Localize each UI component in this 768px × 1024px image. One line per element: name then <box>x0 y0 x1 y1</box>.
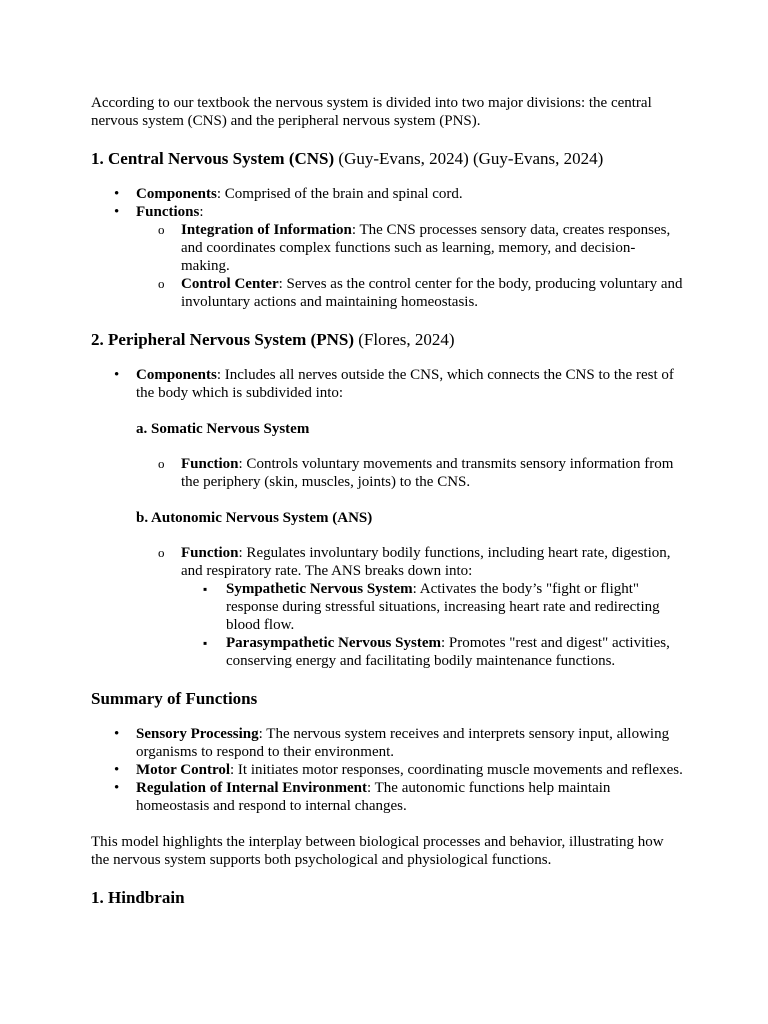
ans-branch-label: Sympathetic Nervous System <box>226 581 413 597</box>
list-item <box>136 455 683 491</box>
autonomic-function-label: Function <box>181 545 239 561</box>
pns-heading <box>91 330 683 350</box>
summary-item-label: Motor Control <box>136 762 231 778</box>
summary-item-text: : The autonomic functions help maintain homeostasis and respond to internal changes. <box>136 780 611 814</box>
cns-function-label: Integration of Information <box>181 222 352 238</box>
somatic-heading: a. Somatic Nervous System <box>136 421 310 437</box>
autonomic-function-text: : Regulates involuntary bodily functions, including heart rate, digestion, and respiratory rate. The ANS breaks down into: <box>181 545 671 579</box>
cns-components-text: : Comprised of the brain and spinal cord. <box>216 186 463 202</box>
somatic-function-label: Function <box>181 456 239 472</box>
summary-list <box>91 725 683 815</box>
ans-branches-list <box>181 580 683 670</box>
cns-function-text: : Serves as the control center for the body, producing voluntary and involuntary actions and maintaining homeostasis. <box>181 276 683 310</box>
list-item <box>181 580 683 634</box>
list-item <box>181 634 683 670</box>
somatic-list <box>136 455 683 491</box>
summary-item-text: : The nervous system receives and interprets sensory input, allowing organisms to respond to their environment. <box>136 726 670 760</box>
ans-branch-text: : Promotes "rest and digest" activities, conserving energy and facilitating bodily maintenance functions. <box>226 635 670 669</box>
ans-branch-text: : Activates the body’s "fight or flight" response during stressful situations, increasing heart rate and redirecting blood flow. <box>226 581 660 633</box>
cns-functions-suffix: : <box>199 204 204 220</box>
intro-paragraph: According to our textbook the nervous system is divided into two major divisions: the central nervous system (CNS) and the peripheral nervous system (PNS). <box>91 95 652 129</box>
list-item <box>91 725 683 761</box>
pns-citation: (Flores, 2024) <box>354 330 455 349</box>
list-item <box>91 366 683 402</box>
list-item <box>91 761 683 779</box>
list-item <box>136 221 683 275</box>
list-item <box>91 203 683 311</box>
cns-heading <box>91 149 683 169</box>
autonomic-heading: b. Autonomic Nervous System (ANS) <box>136 510 373 526</box>
summary-heading: Summary of Functions <box>91 689 258 708</box>
cns-list <box>91 185 683 311</box>
cns-function-text: : The CNS processes sensory data, creates responses, and coordinates complex functions such as learning, memory, and decision-making. <box>181 222 671 274</box>
list-item <box>91 779 683 815</box>
summary-item-text: : It initiates motor responses, coordinating muscle movements and reflexes. <box>230 762 683 778</box>
pns-heading-title: 2. Peripheral Nervous System (PNS) <box>91 330 354 349</box>
list-item <box>136 275 683 311</box>
document-page <box>91 94 683 908</box>
somatic-function-text: : Controls voluntary movements and transmits sensory information from the periphery (skin, muscles, joints) to the CNS. <box>181 456 674 490</box>
hindbrain-heading: 1. Hindbrain <box>91 888 185 907</box>
cns-functions-label: Functions <box>136 204 200 220</box>
pns-list <box>91 366 683 402</box>
cns-functions-list <box>136 221 683 311</box>
cns-citation: (Guy-Evans, 2024) (Guy-Evans, 2024) <box>334 149 604 168</box>
list-item <box>91 185 683 203</box>
pns-components-text: : Includes all nerves outside the CNS, which connects the CNS to the rest of the body which is subdivided into: <box>136 367 674 401</box>
summary-item-label: Sensory Processing <box>136 726 259 742</box>
ans-branch-label: Parasympathetic Nervous System <box>226 635 441 651</box>
list-item <box>136 544 683 670</box>
cns-components-label: Components <box>136 186 217 202</box>
pns-components-label: Components <box>136 367 217 383</box>
cns-heading-title: 1. Central Nervous System (CNS) <box>91 149 335 168</box>
summary-item-label: Regulation of Internal Environment <box>136 780 367 796</box>
autonomic-list <box>136 544 683 670</box>
closing-paragraph: This model highlights the interplay between biological processes and behavior, illustrating how the nervous system supports both psychological and physiological functions. <box>91 834 664 868</box>
cns-function-label: Control Center <box>181 276 279 292</box>
